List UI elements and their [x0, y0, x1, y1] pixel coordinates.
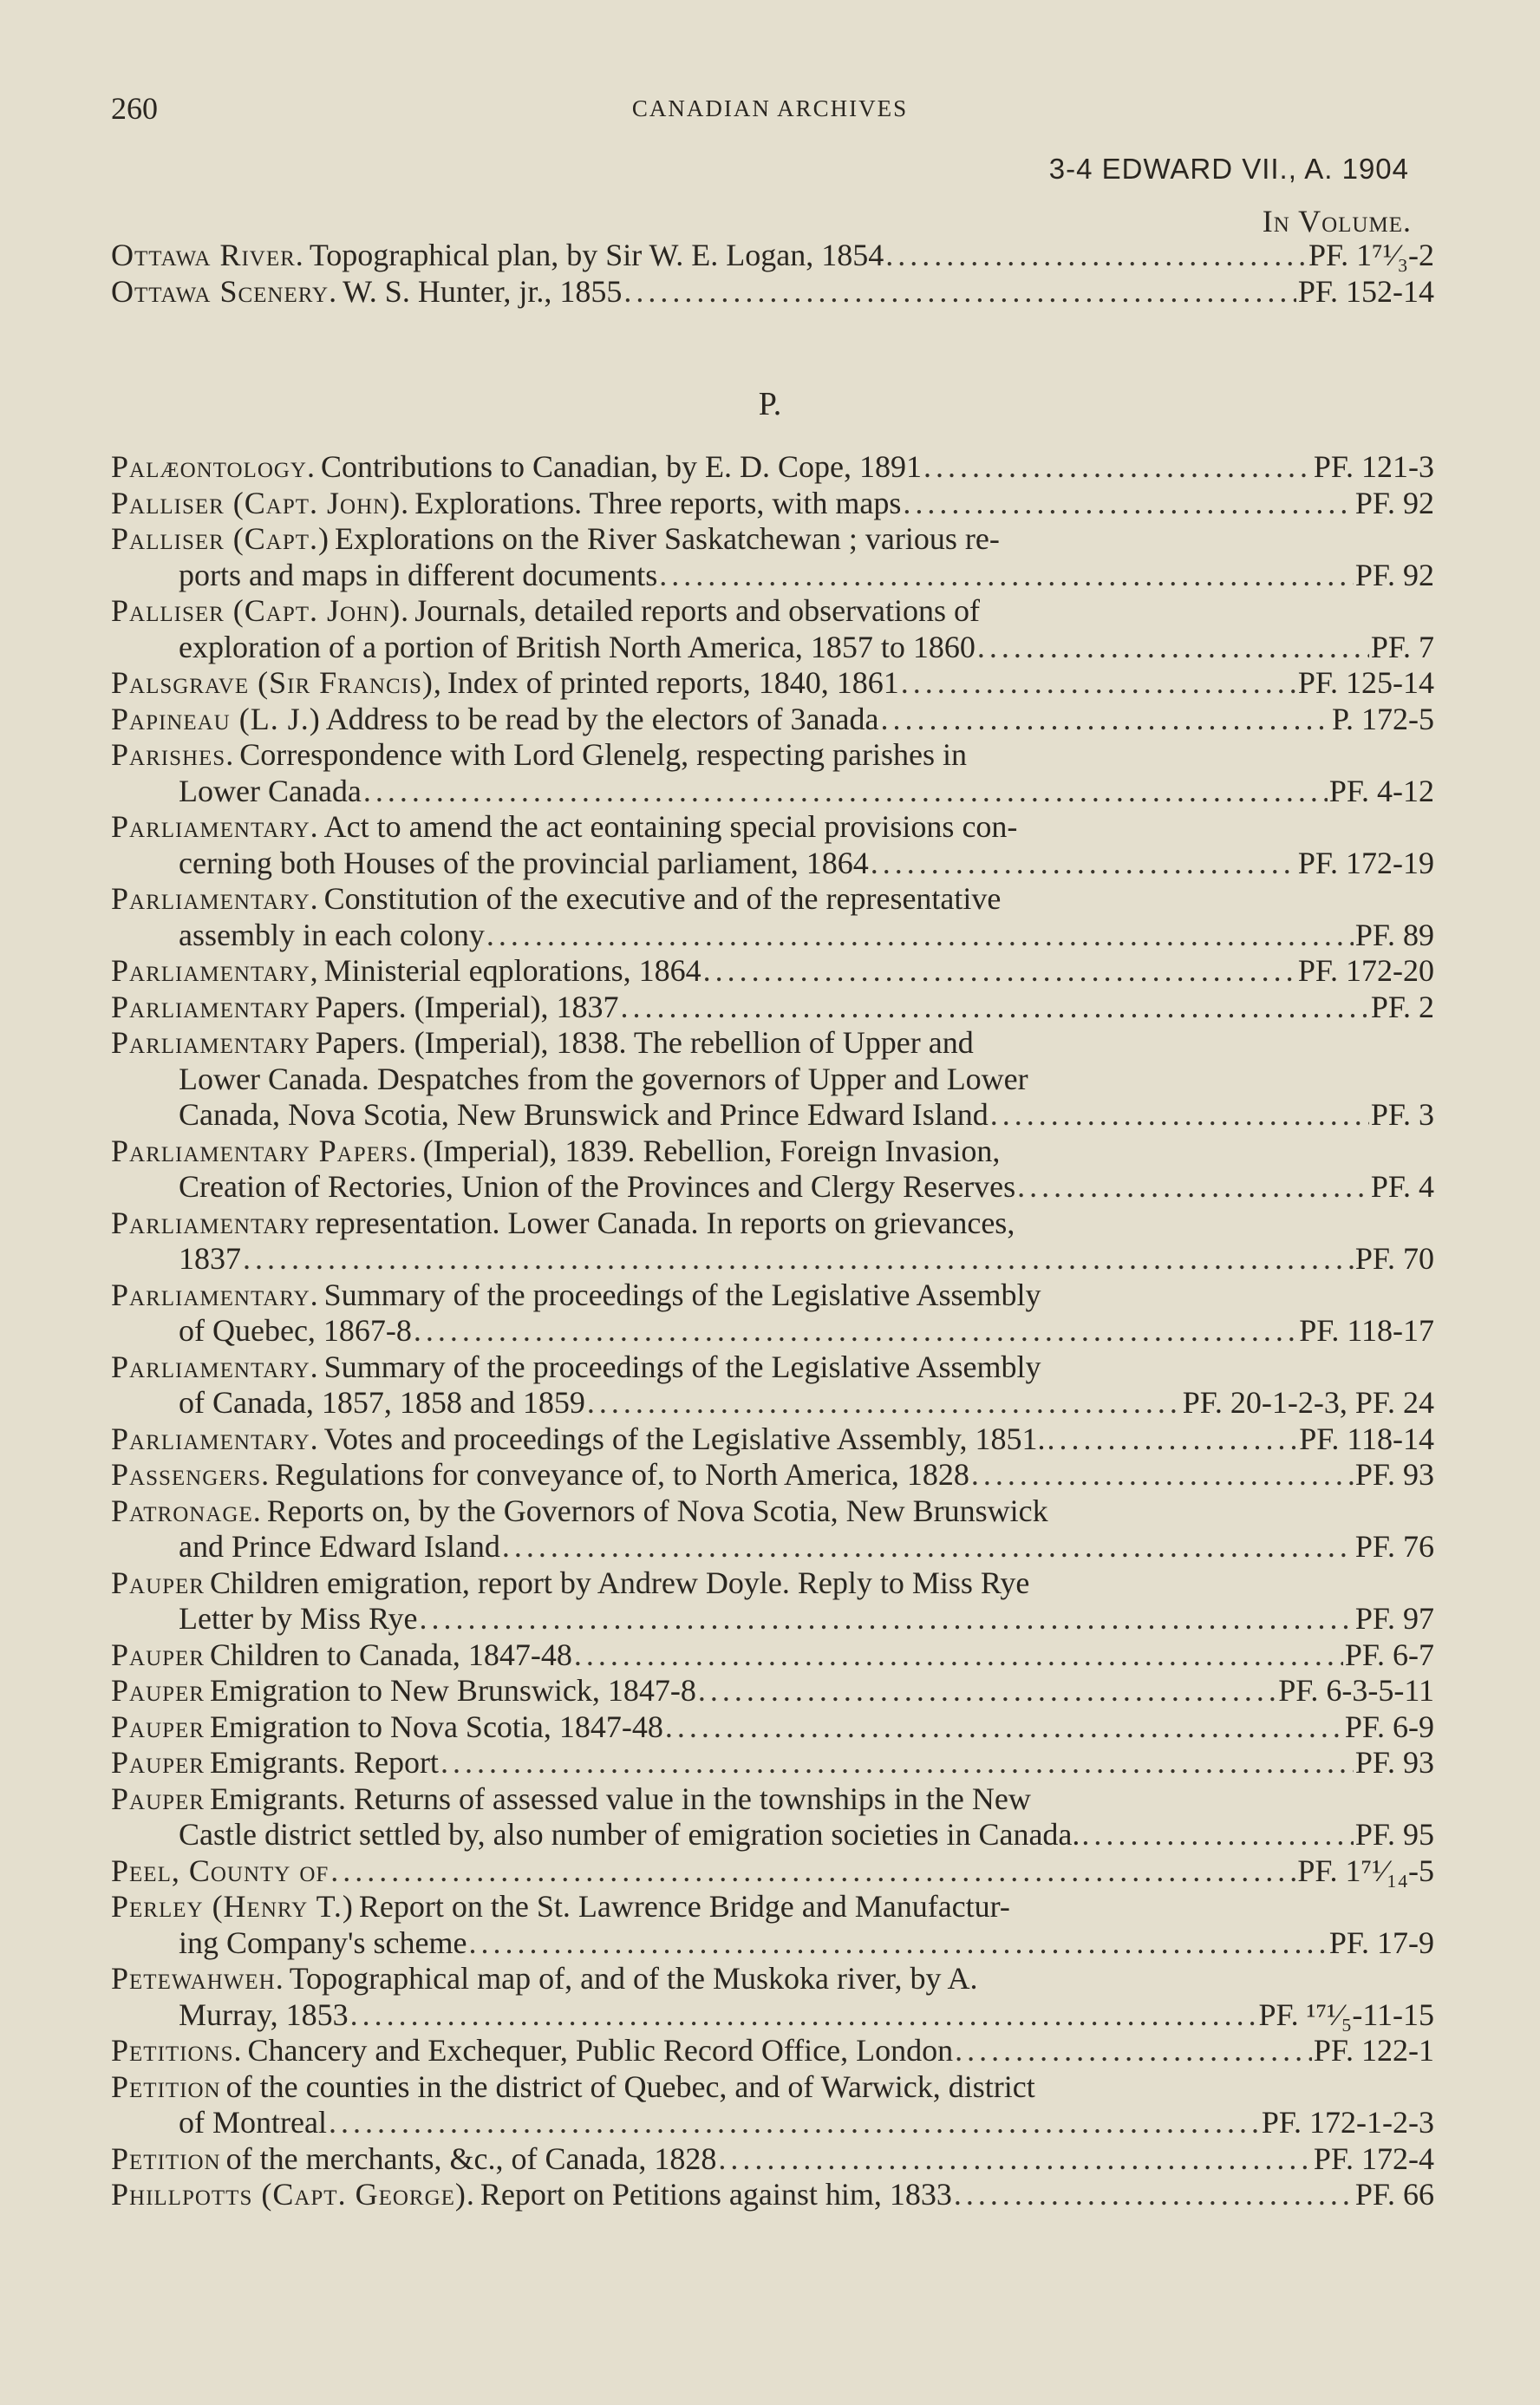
entry-list-p: [111, 449, 1434, 2213]
entry-text: Contributions to Canadian, by E. D. Cope, 1891: [321, 449, 922, 484]
index-entry: [111, 2033, 1434, 2069]
volume-reference: PF. 172-19: [1297, 845, 1434, 880]
entry-text: Creation of Rectories, Union of the Provinces and Clergy Reserves: [179, 1169, 1016, 1204]
volume-reference: P. 172-5: [1331, 701, 1434, 736]
dot-leader: [587, 1385, 1181, 1421]
running-title: CANADIAN ARCHIVES: [631, 95, 909, 121]
entry-text: Lower Canada: [179, 773, 362, 808]
volume-reference: PF. 70: [1354, 1241, 1434, 1276]
entry-heading: Parliamentary: [111, 1205, 310, 1240]
entry-heading: Papineau (L. J.): [111, 701, 321, 736]
entry-heading: Parliamentary,: [111, 953, 319, 988]
volume-reference: PF. 172-20: [1297, 953, 1434, 988]
index-entry: [111, 809, 1434, 881]
entry-text: Papers. (Imperial), 1838. The rebellion of Upper and: [315, 1025, 974, 1060]
dot-leader: [903, 486, 1353, 522]
dot-leader: [718, 2141, 1311, 2178]
entry-text: Canada, Nova Scotia, New Brunswick and Prince Edward Island: [179, 1097, 989, 1132]
dot-leader: [665, 1709, 1343, 1746]
entry-text: Children emigration, report by Andrew Doyle. Reply to Miss Rye: [209, 1565, 1030, 1600]
dot-leader: [923, 449, 1312, 486]
entry-heading: Pauper: [111, 1673, 205, 1708]
entry-text: Emigration to New Brunswick, 1847-8: [209, 1673, 696, 1708]
index-entry: [111, 2141, 1434, 2178]
entry-text: Emigrants. Report: [209, 1745, 439, 1780]
volume-reference: PF. 17-9: [1328, 1925, 1434, 1960]
volume-reference: PF. 20-1-2-3, PF. 24: [1182, 1385, 1434, 1420]
dot-leader: [502, 1529, 1354, 1565]
index-entry: [111, 521, 1434, 593]
entry-list-o: [111, 238, 1434, 310]
dot-leader: [1017, 1169, 1369, 1206]
entry-text: Emigration to Nova Scotia, 1847-48: [209, 1709, 663, 1744]
entry-heading: Parliamentary.: [111, 809, 319, 844]
index-entry: [111, 449, 1434, 486]
index-entry: [111, 881, 1434, 953]
index-entry: [111, 238, 1434, 274]
volume-reference: PF. 118-17: [1299, 1313, 1434, 1348]
volume-reference: PF. 92: [1354, 485, 1434, 520]
in-volume-label: In Volume.: [1262, 204, 1412, 239]
index-entry: [111, 1421, 1434, 1458]
entry-heading: Pauper: [111, 1745, 205, 1780]
index-entry: [111, 1781, 1434, 1853]
entry-heading: Parliamentary Papers.: [111, 1133, 418, 1168]
volume-reference: PF. 172-4: [1313, 2140, 1434, 2176]
session-heading: 3-4 EDWARD VII., A. 1904: [1048, 153, 1409, 185]
entry-text: Lower Canada. Despatches from the governors of Upper and Lower: [179, 1061, 1028, 1096]
volume-reference: PF. 1⁷¹⁄₁₄-5: [1297, 1853, 1434, 1888]
entry-text: of the counties in the district of Quebec, and of Warwick, district: [225, 2068, 1035, 2104]
entry-text: Ministerial eqplorations, 1864: [323, 953, 701, 988]
entry-text: ports and maps in different documents: [179, 557, 658, 592]
index-entry: [111, 990, 1434, 1026]
entry-heading: Palliser (Capt. John).: [111, 593, 410, 628]
dot-leader: [243, 1241, 1354, 1278]
entry-heading: Parliamentary: [111, 989, 310, 1024]
volume-reference: PF. 1⁷¹⁄₃-2: [1308, 238, 1434, 272]
volume-reference: PF. 6-7: [1344, 1637, 1434, 1672]
dot-leader: [621, 990, 1369, 1026]
entry-heading: Parliamentary.: [111, 1277, 319, 1312]
entry-text: Explorations on the River Saskatchewan ; various re-: [335, 521, 1000, 556]
index-entry: [111, 1637, 1434, 1674]
entry-text: Letter by Miss Rye: [179, 1601, 418, 1636]
dot-leader: [574, 1637, 1343, 1674]
volume-reference: PF. 152-14: [1297, 273, 1434, 309]
index-entry: [111, 2177, 1434, 2213]
index-entry: [111, 1853, 1434, 1890]
dot-leader: [659, 558, 1354, 594]
dot-leader: [703, 953, 1296, 990]
volume-reference: PF. 3: [1370, 1097, 1434, 1132]
entry-heading: Petewahweh.: [111, 1961, 284, 1996]
entry-text: Report on Petitions against him, 1833: [480, 2177, 952, 2212]
entry-heading: Patronage.: [111, 1493, 262, 1528]
entry-heading: Palliser (Capt. John).: [111, 485, 410, 520]
entry-heading: Parliamentary.: [111, 1349, 319, 1384]
entry-heading: Parliamentary.: [111, 881, 319, 916]
dot-leader: [955, 2033, 1312, 2069]
entry-text: Reports on, by the Governors of Nova Scotia, New Brunswick: [266, 1493, 1048, 1528]
index-entry: [111, 593, 1434, 665]
entry-text: Children to Canada, 1847-48: [209, 1637, 572, 1672]
volume-reference: PF. 125-14: [1297, 665, 1434, 700]
entry-text: Castle district settled by, also number of emigration societies in Canada.: [179, 1817, 1080, 1852]
entry-text: cerning both Houses of the provincial parliament, 1864: [179, 845, 869, 880]
index-entry: [111, 1961, 1434, 2033]
entry-text: of Canada, 1857, 1858 and 1859: [179, 1385, 585, 1420]
entry-text: Act to amend the act eontaining special provisions con-: [323, 809, 1018, 844]
entry-heading: Pauper: [111, 1637, 205, 1672]
volume-reference: PF. 95: [1354, 1817, 1434, 1852]
entry-text: Papers. (Imperial), 1837: [315, 989, 619, 1024]
entry-heading: Parliamentary: [111, 1025, 310, 1060]
dot-leader: [977, 630, 1369, 666]
dot-leader: [440, 1745, 1354, 1781]
entry-text: Murray, 1853: [179, 1997, 349, 2032]
volume-reference: PF. 172-1-2-3: [1261, 2105, 1434, 2140]
entry-text: of Quebec, 1867-8: [179, 1313, 412, 1348]
index-entry: [111, 1025, 1434, 1134]
index-entry: [111, 1206, 1434, 1278]
dot-leader: [350, 1997, 1257, 2034]
entry-heading: Palsgrave (Sir Francis),: [111, 665, 442, 700]
dot-leader: [1047, 1421, 1298, 1458]
volume-reference: PF. 76: [1354, 1529, 1434, 1564]
volume-reference: PF. 7: [1370, 629, 1434, 664]
volume-reference: PF. 2: [1370, 989, 1434, 1024]
entry-heading: Pauper: [111, 1709, 205, 1744]
volume-reference: PF. 66: [1354, 2177, 1434, 2212]
dot-leader: [1081, 1817, 1353, 1853]
entry-text: and Prince Edward Island: [179, 1529, 500, 1564]
entry-heading: Peel, County of: [111, 1853, 330, 1888]
entry-heading: Palliser (Capt.): [111, 521, 330, 556]
dot-leader: [486, 918, 1354, 954]
entry-text: (Imperial), 1839. Rebellion, Foreign Invasion,: [422, 1133, 1001, 1168]
entry-text: Emigrants. Returns of assessed value in the townships in the New: [209, 1781, 1031, 1816]
entry-heading: Palæontology.: [111, 449, 316, 484]
dot-leader: [990, 1097, 1369, 1134]
volume-reference: PF. 4-12: [1328, 773, 1434, 808]
entry-text: Address to be read by the electors of 3anada: [325, 701, 879, 736]
entry-text: Index of printed reports, 1840, 1861: [447, 665, 899, 700]
dot-leader: [871, 846, 1296, 882]
entry-heading: Ottawa Scenery.: [111, 273, 338, 309]
entry-heading: Pauper: [111, 1565, 205, 1600]
dot-leader: [885, 238, 1307, 274]
dot-leader: [880, 702, 1329, 738]
index-entry: [111, 1457, 1434, 1493]
page-number: 260: [111, 91, 158, 126]
entry-heading: Petition: [111, 2140, 221, 2176]
index-entry: [111, 1889, 1434, 1961]
volume-reference: PF. 92: [1354, 557, 1434, 592]
index-entry: [111, 2069, 1434, 2141]
index-entry: [111, 1278, 1434, 1350]
dot-leader: [954, 2177, 1354, 2213]
entry-heading: Perley (Henry T.): [111, 1889, 354, 1924]
index-entry: [111, 1709, 1434, 1746]
dot-leader: [901, 665, 1296, 702]
volume-reference: PF. 6-9: [1344, 1709, 1434, 1744]
entry-text: exploration of a portion of British North America, 1857 to 1860: [179, 629, 976, 664]
index-entry: [111, 665, 1434, 702]
index-entry: [111, 737, 1434, 809]
index-entry: [111, 953, 1434, 990]
entry-text: Chancery and Exchequer, Public Record Office, London: [247, 2033, 954, 2068]
volume-reference: PF. 97: [1354, 1601, 1434, 1636]
index-entry: [111, 1493, 1434, 1565]
entry-text: Journals, detailed reports and observations of: [414, 593, 981, 628]
index-entry: [111, 1565, 1434, 1637]
entry-text: Explorations. Three reports, with maps: [414, 485, 902, 520]
entry-heading: Pauper: [111, 1781, 205, 1816]
entry-text: W. S. Hunter, jr., 1855: [343, 273, 623, 309]
index-entry: [111, 1134, 1434, 1206]
dot-leader: [698, 1673, 1276, 1709]
index-entry: [111, 1350, 1434, 1421]
entry-text: Topographical plan, by Sir W. E. Logan, 1854: [309, 238, 884, 272]
entry-text: representation. Lower Canada. In reports on grievances,: [315, 1205, 1015, 1240]
entry-heading: Parishes.: [111, 737, 235, 772]
volume-reference: PF. 121-3: [1313, 449, 1434, 484]
volume-reference: PF. 4: [1370, 1169, 1434, 1204]
volume-reference: PF. 93: [1354, 1457, 1434, 1492]
entry-heading: Parliamentary.: [111, 1421, 319, 1456]
entry-text: Votes and proceedings of the Legislative Assembly, 1851.: [323, 1421, 1046, 1456]
entry-text: 1837: [179, 1241, 241, 1276]
entry-text: Regulations for conveyance of, to North America, 1828: [275, 1457, 969, 1492]
entry-text: Summary of the proceedings of the Legislative Assembly: [323, 1349, 1041, 1384]
volume-reference: PF. 93: [1354, 1745, 1434, 1780]
dot-leader: [363, 774, 1328, 810]
entry-text: of Montreal: [179, 2105, 327, 2140]
index-entry: [111, 702, 1434, 738]
entry-heading: Phillpotts (Capt. George).: [111, 2177, 475, 2212]
volume-reference: PF. 122-1: [1313, 2033, 1434, 2068]
entry-text: Topographical map of, and of the Muskoka river, by A.: [289, 1961, 978, 1996]
dot-leader: [329, 2105, 1260, 2141]
dot-leader: [971, 1457, 1354, 1493]
dot-leader: [468, 1925, 1327, 1962]
entry-text: Constitution of the executive and of the representative: [323, 881, 1002, 916]
entry-text: Summary of the proceedings of the Legislative Assembly: [323, 1277, 1041, 1312]
dot-leader: [414, 1313, 1297, 1350]
entry-text: assembly in each colony: [179, 917, 485, 952]
entry-heading: Petition: [111, 2068, 221, 2104]
entry-text: ing Company's scheme: [179, 1925, 467, 1960]
dot-leader: [330, 1853, 1295, 1890]
entry-text: Report on the St. Lawrence Bridge and Manufactur-: [358, 1889, 1010, 1924]
volume-reference: PF. 6-3-5-11: [1278, 1673, 1434, 1708]
entry-heading: Ottawa River.: [111, 238, 304, 272]
index-entry: [111, 274, 1434, 310]
section-letter: P.: [758, 386, 782, 422]
index-entry: [111, 486, 1434, 522]
volume-reference: PF. 89: [1354, 917, 1434, 952]
entry-heading: Passengers.: [111, 1457, 271, 1492]
volume-reference: PF. ¹⁷¹⁄₅-11-15: [1258, 1997, 1434, 2032]
index-entry: [111, 1745, 1434, 1781]
index-entry: [111, 1673, 1434, 1709]
entry-heading: Petitions.: [111, 2033, 243, 2068]
entry-text: of the merchants, &c., of Canada, 1828: [225, 2140, 717, 2176]
dot-leader: [420, 1601, 1354, 1637]
volume-reference: PF. 118-14: [1299, 1421, 1434, 1456]
dot-leader: [623, 274, 1295, 310]
entry-text: Correspondence with Lord Glenelg, respecting parishes in: [239, 737, 967, 772]
